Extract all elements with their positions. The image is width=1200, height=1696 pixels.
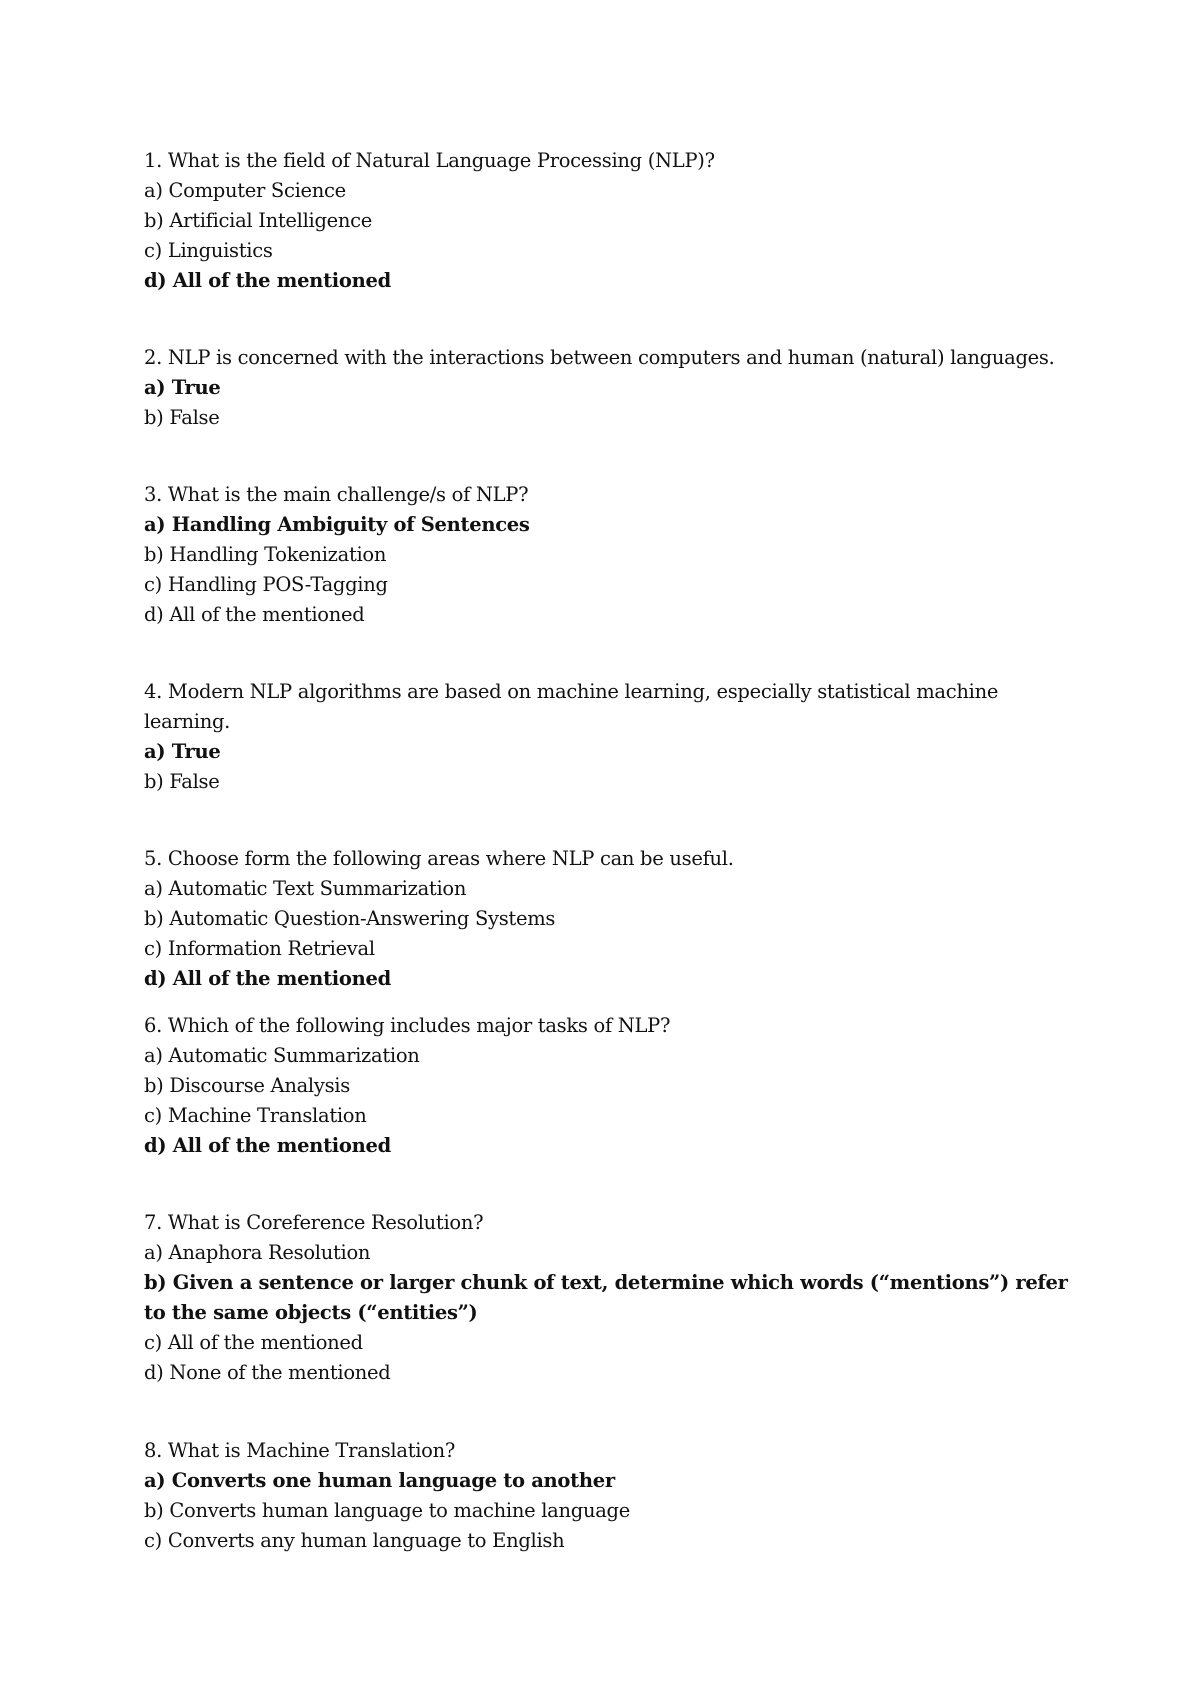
question-7-text: 7. What is Coreference Resolution? (144, 1211, 484, 1234)
question-1-text: 1. What is the field of Natural Language Processing (NLP)? (144, 149, 715, 172)
q7-option-c: c) All of the mentioned (144, 1331, 363, 1354)
q5-option-a: a) Automatic Text Summarization (144, 877, 467, 900)
q1-option-d-answer: d) All of the mentioned (144, 269, 391, 292)
q6-option-d-answer: d) All of the mentioned (144, 1134, 391, 1157)
q5-option-b: b) Automatic Question-Answering Systems (144, 907, 556, 930)
q1-option-c: c) Linguistics (144, 239, 273, 262)
q8-option-b: b) Converts human language to machine language (144, 1499, 630, 1522)
q8-option-c: c) Converts any human language to English (144, 1529, 565, 1552)
question-4-text-line-1: 4. Modern NLP algorithms are based on machine learning, especially statistical machine (144, 680, 999, 703)
q1-option-b: b) Artificial Intelligence (144, 209, 373, 232)
q4-option-a-answer: a) True (144, 740, 221, 763)
q7-option-b-answer-line-2: to the same objects (“entities”) (144, 1301, 478, 1324)
q7-option-b-answer-line-1: b) Given a sentence or larger chunk of text, determine which words (“mentions”) refer (144, 1271, 1068, 1294)
q6-option-a: a) Automatic Summarization (144, 1044, 420, 1067)
question-6-text: 6. Which of the following includes major tasks of NLP? (144, 1014, 671, 1037)
q3-option-d: d) All of the mentioned (144, 603, 365, 626)
question-5-text: 5. Choose form the following areas where NLP can be useful. (144, 847, 734, 870)
q7-option-d: d) None of the mentioned (144, 1361, 391, 1384)
q2-option-a-answer: a) True (144, 376, 221, 399)
question-4-text-line-2: learning. (144, 710, 231, 733)
q5-option-d-answer: d) All of the mentioned (144, 967, 391, 990)
q6-option-c: c) Machine Translation (144, 1104, 367, 1127)
q3-option-a-answer: a) Handling Ambiguity of Sentences (144, 513, 530, 536)
question-3-text: 3. What is the main challenge/s of NLP? (144, 483, 529, 506)
q8-option-a-answer: a) Converts one human language to another (144, 1469, 615, 1492)
q6-option-b: b) Discourse Analysis (144, 1074, 350, 1097)
question-2-text: 2. NLP is concerned with the interactions between computers and human (natural) languages. (144, 346, 1055, 369)
q4-option-b: b) False (144, 770, 220, 793)
q1-option-a: a) Computer Science (144, 179, 346, 202)
q3-option-b: b) Handling Tokenization (144, 543, 387, 566)
q2-option-b: b) False (144, 406, 220, 429)
q7-option-a: a) Anaphora Resolution (144, 1241, 371, 1264)
q3-option-c: c) Handling POS-Tagging (144, 573, 388, 596)
question-8-text: 8. What is Machine Translation? (144, 1439, 456, 1462)
q5-option-c: c) Information Retrieval (144, 937, 375, 960)
